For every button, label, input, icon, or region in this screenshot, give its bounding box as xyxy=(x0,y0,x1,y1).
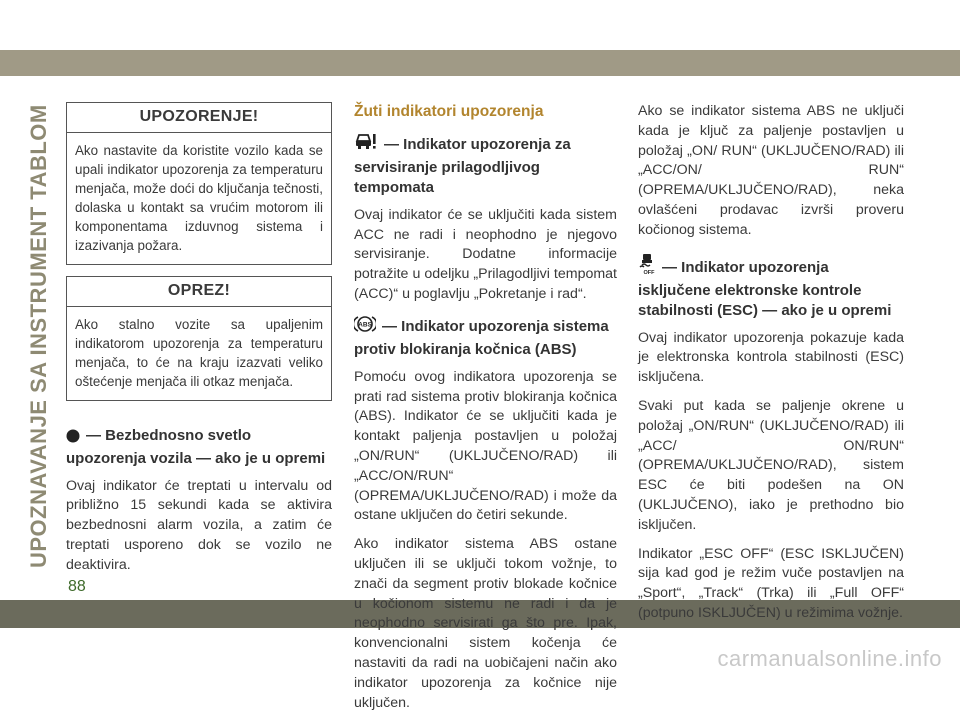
acc-service-icon xyxy=(354,132,378,158)
caution-box-body xyxy=(67,307,331,400)
svg-text:OFF: OFF xyxy=(643,269,655,275)
caution-box-text: Ako stalno vozite sa upaljenim indikatorom upozorenja za temperaturu menjača, to će na kraju izazvati veliko oštećenje menjača ili otkaz menjača. xyxy=(75,316,323,389)
esc-text-2: Svaki put kada se paljenje okrene u položaj „ON/RUN“ (UKLJUČENO/RAD) ili „ACC/ ON/RUN“ (OPREMA/UKLJUČENO/RAD), sistem ESC će biti podešen na ON (UKLJUČENO), iako je prethodno bio isključen. xyxy=(638,397,904,533)
abs-text-2: Ako indikator sistema ABS ostane uključen ili se uključi tokom vožnje, to znači da segment protiv blokade kočnice u kočionom sistemu ne radi i da je neophodno servisirati ga što pre. Ipak, konvencionalni sistem kočenja će nastaviti da radi na uobičajeni način ako indikator upozorenja za kočnice nije uključen. xyxy=(354,536,617,711)
svg-text:ABS: ABS xyxy=(358,321,372,329)
abs-icon xyxy=(354,314,376,340)
acc-heading: — Indikator upozorenja za servisiranje prilagodljivog tempomata xyxy=(354,132,617,198)
top-band xyxy=(0,50,960,76)
column-right xyxy=(638,102,904,633)
abs-heading: ABS — Indikator upozorenja sistema protiv blokiranja kočnica (ABS) xyxy=(354,314,617,360)
security-light-text: Ovaj indikator će treptati u intervalu od približno 15 sekundi kada se aktivira bezbednosni alarm vozila, a zatim će treptati usporeno dok se vozilo ne deaktivira. xyxy=(66,477,332,573)
warning-box-body xyxy=(67,133,331,264)
warning-box-title: UPOZORENJE! xyxy=(67,103,331,133)
yellow-indicators-heading: Žuti indikatori upozorenja xyxy=(354,103,544,120)
abs-text-1: Pomoću ovog indikatora upozorenja se prati rad sistema protiv blokiranja kočnica (ABS). Indikator će se uključiti kada je kontakt paljenja postavljen u položaj „ON/RUN“ (UKLJUČENO/RAD) ili „ACC/ON/RUN“ (OPREMA/UKLJUČENO/RAD) i može da ostane uključen do četiri sekunde. xyxy=(354,368,617,524)
column-left xyxy=(66,102,332,585)
warning-box-text: Ako nastavite da koristite vozilo kada se upali indikator upozorenja za temperaturu menjača, može doći do ključanja tečnosti, dolaska u kontakt sa vrućim motorom ili komponentama izduvnog sistema i izazivanja požara. xyxy=(75,142,323,253)
esc-off-heading: OFF — Indikator upozorenja isključene elektronske kontrole stabilnosti (ESC) — ako je u opremi xyxy=(638,253,904,321)
chapter-side-title: UPOZNAVANJE SA INSTRUMENT TABLOM xyxy=(26,104,51,568)
esc-text-1: Ovaj indikator upozorenja pokazuje kada je elektronska kontrola stabilnosti (ESC) isključena. xyxy=(638,329,904,386)
security-light-heading: — Bezbednosno svetlo upozorenja vozila — ako je u opremi xyxy=(66,426,326,467)
esc-text-3: Indikator „ESC OFF“ (ESC ISKLJUČEN) sija kad god je režim vuče postavljen na „Sport“, „Track“ (Trka) ili „Full OFF“ (potpuno ISKLJUČEN) u režimima vožnje. xyxy=(638,545,904,621)
page-number: 88 xyxy=(68,578,86,595)
caution-box-title: OPREZ! xyxy=(67,277,331,307)
caution-box xyxy=(66,276,332,401)
acc-text: Ovaj indikator će se uključiti kada sistem ACC ne radi i neophodno je njegovo servisiranje. Dodatne informacije potražite u odeljku „Prilagodljivi tempomat (ACC)“ u poglavlju „Pokretanje i rad“. xyxy=(354,206,617,302)
watermark: carmanualsonline.info xyxy=(717,646,942,671)
esc-off-icon xyxy=(638,253,656,281)
security-light-icon xyxy=(66,429,80,449)
column-middle xyxy=(354,102,617,722)
warning-box xyxy=(66,102,332,265)
abs-text-3: Ako se indikator sistema ABS ne uključi kada je ključ za paljenje postavljen u položaj „ON/ RUN“ (UKLJUČENO/RAD) ili „ACC/ON/ RUN“ (OPREMA/UKLJUČENO/RAD), neka ovlašćeni prodavac izvrši proveru kočionog sistema. xyxy=(638,103,904,238)
